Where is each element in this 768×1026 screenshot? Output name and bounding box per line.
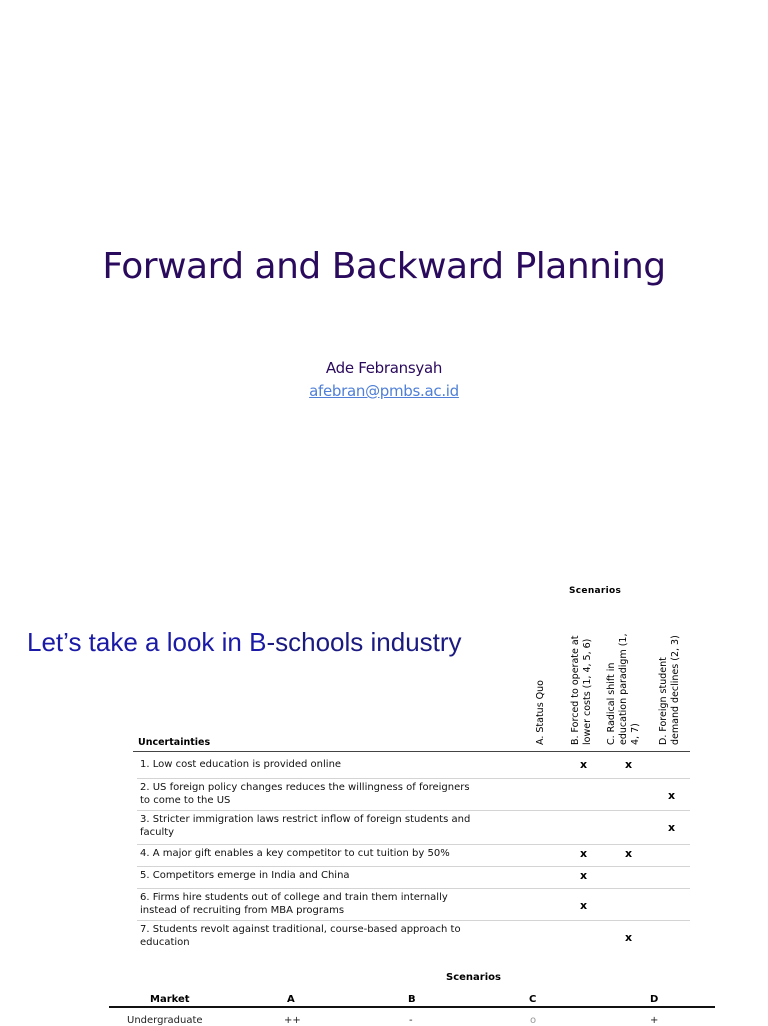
scenario-header-c: C. Radical shift in education paradigm (1, 4, 7) bbox=[606, 633, 641, 745]
scenario-header-a: A. Status Quo bbox=[535, 680, 546, 745]
market-header-a: A bbox=[287, 994, 295, 1005]
scenario-header-d: D. Foreign student demand declines (2, 3) bbox=[658, 635, 681, 745]
market-header-b: B bbox=[408, 994, 416, 1005]
market-cell: o bbox=[530, 1015, 537, 1026]
uncertainty-text: 4. A major gift enables a key competitor to cut tuition by 50% bbox=[140, 848, 450, 859]
scenario-mark: x bbox=[580, 869, 588, 882]
market-cell: ++ bbox=[284, 1015, 301, 1026]
uncertainty-text: 2. US foreign policy changes reduces the willingness of foreigners to come to the US bbox=[140, 782, 470, 806]
uncertainty-text: 3. Stricter immigration laws restrict inflow of foreign students and faculty bbox=[140, 814, 471, 838]
market-scenarios-label: Scenarios bbox=[446, 972, 501, 983]
market-cell: + bbox=[650, 1015, 659, 1026]
uncertainty-row bbox=[137, 888, 690, 921]
scenario-mark: x bbox=[668, 821, 676, 834]
uncertainties-divider bbox=[133, 751, 690, 752]
scenario-mark: x bbox=[625, 847, 633, 860]
uncertainty-row bbox=[137, 920, 690, 953]
scenario-mark: x bbox=[580, 758, 588, 771]
market-cell: - bbox=[409, 1015, 413, 1026]
uncertainty-row bbox=[137, 866, 690, 889]
scenarios-label: Scenarios bbox=[569, 586, 622, 596]
scenario-mark: x bbox=[625, 758, 633, 771]
market-table-divider bbox=[109, 1006, 715, 1008]
uncertainty-text: 6. Firms hire students out of college and train them internally instead of recruiting from MBA programs bbox=[140, 892, 448, 916]
uncertainties-label: Uncertainties bbox=[138, 737, 211, 748]
uncertainty-row bbox=[137, 844, 690, 867]
uncertainty-row bbox=[137, 756, 690, 778]
slide-title: Forward and Backward Planning bbox=[102, 246, 666, 287]
scenario-mark: x bbox=[580, 847, 588, 860]
uncertainty-text: 1. Low cost education is provided online bbox=[140, 759, 342, 770]
scenario-mark: x bbox=[625, 931, 633, 944]
scenario-header-b: B. Forced to operate at lower costs (1, 4, 5, 6) bbox=[570, 635, 593, 745]
uncertainty-text: 7. Students revolt against traditional, course-based approach to education bbox=[140, 924, 461, 948]
uncertainty-row bbox=[137, 778, 690, 811]
uncertainty-text: 5. Competitors emerge in India and China bbox=[140, 870, 350, 881]
market-header-c: C bbox=[529, 994, 537, 1005]
scenario-mark: x bbox=[668, 789, 676, 802]
author-email-link[interactable]: afebran@pmbs.ac.id bbox=[309, 382, 459, 400]
scenario-mark: x bbox=[580, 899, 588, 912]
section-heading bbox=[27, 627, 462, 658]
section-heading-prefix: Let’s take a look in B bbox=[27, 627, 267, 657]
section-heading-suffix: -schools industry bbox=[266, 627, 462, 657]
market-header-d: D bbox=[650, 994, 659, 1005]
author-name: Ade Febransyah bbox=[325, 359, 443, 377]
market-row-label: Undergraduate bbox=[127, 1015, 203, 1026]
uncertainty-row bbox=[137, 810, 690, 845]
market-header-market: Market bbox=[150, 994, 190, 1005]
